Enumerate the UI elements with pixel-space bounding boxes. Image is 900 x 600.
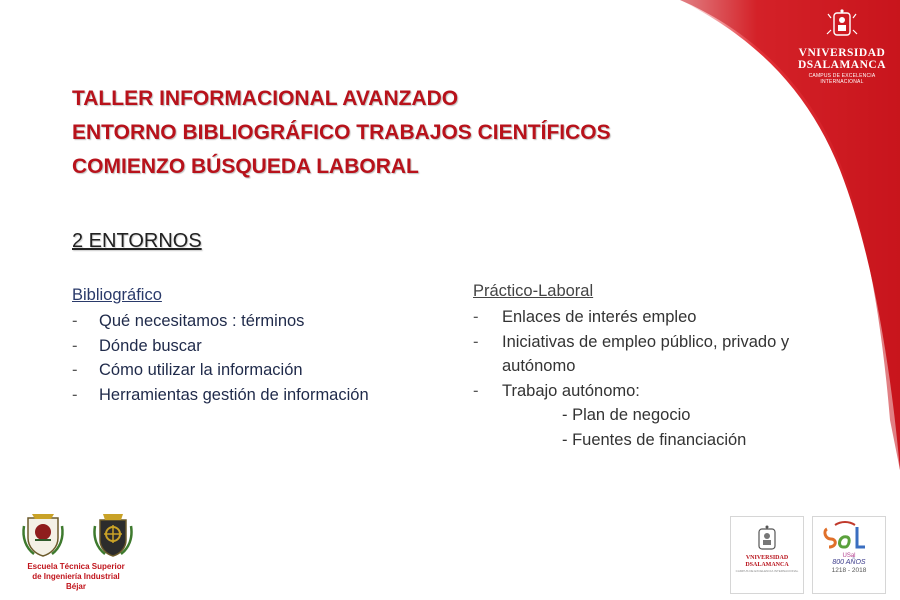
title-line-3: COMIENZO BÚSQUEDA LABORAL	[72, 155, 419, 178]
title-block	[72, 82, 611, 184]
school-name-line2: de Ingeniería Industrial	[32, 572, 120, 581]
university-name-line2: DSALAMANCA	[797, 59, 887, 71]
title-line-2: ENTORNO BIBLIOGRÁFICO TRABAJOS CIENTÍFICOS	[72, 121, 611, 144]
badge-university-line2: DSALAMANCA	[745, 562, 789, 568]
usal-800-logo-text: USal	[842, 553, 856, 559]
engineering-crest-icon	[90, 510, 136, 558]
dash-marker: -	[72, 312, 78, 330]
anniversary-badge	[812, 516, 886, 594]
school-crest-icon	[20, 510, 66, 558]
sub-list-item: - Plan de negocio	[562, 406, 691, 424]
list-item	[72, 358, 442, 383]
list-item-text: Iniciativas de empleo público, privado y autónomo	[502, 332, 790, 375]
list-item-text: Dónde buscar	[99, 336, 202, 355]
dash-marker: -	[72, 336, 78, 355]
school-name-line1: Escuela Técnica Superior	[27, 562, 125, 571]
anniversary-years: 800 AÑOS	[832, 559, 866, 566]
practical-column	[473, 282, 833, 453]
anniversary-range: 1218 - 2018	[831, 567, 867, 574]
list-item	[72, 309, 442, 334]
school-name-line3: Béjar	[65, 582, 86, 591]
university-crest-icon	[825, 8, 859, 42]
university-name-line1: VNIVERSIDAD	[798, 47, 886, 59]
list-item	[72, 383, 442, 408]
badge-university-line1: VNIVERSIDAD	[745, 555, 789, 561]
list-item	[473, 330, 833, 379]
list-item-text: Herramientas gestión de información	[99, 385, 369, 404]
list-item-text: Trabajo autónomo:	[502, 381, 640, 400]
university-tagline: CAMPUS DE EXCELENCIA INTERNACIONAL	[808, 73, 876, 85]
practical-heading: Práctico-Laboral	[473, 282, 594, 300]
university-crest-icon	[731, 517, 803, 555]
bibliographic-column	[72, 286, 442, 407]
dash-marker: -	[473, 308, 479, 326]
list-item-text: Cómo utilizar la información	[99, 361, 303, 379]
university-badge	[730, 516, 804, 594]
sub-list-item: - Fuentes de financiación	[562, 431, 747, 449]
list-item-text: Enlaces de interés empleo	[502, 308, 697, 326]
dash-marker: -	[473, 332, 479, 351]
list-item	[473, 379, 833, 404]
usal-800-logo-icon	[813, 517, 885, 559]
section-heading: 2 ENTORNOS	[72, 230, 202, 252]
list-item	[473, 305, 833, 330]
badge-university-tagline: CAMPUS DE EXCELENCIA INTERNACIONAL	[735, 569, 799, 573]
dash-marker: -	[473, 381, 479, 400]
dash-marker: -	[72, 361, 78, 379]
title-line-1: TALLER INFORMACIONAL AVANZADO	[72, 87, 459, 110]
school-logo-block	[16, 510, 146, 592]
university-logo-top	[792, 8, 892, 85]
bibliographic-heading: Bibliográfico	[72, 286, 162, 304]
list-item	[72, 334, 442, 359]
dash-marker: -	[72, 385, 78, 404]
list-item-text: Qué necesitamos : términos	[99, 312, 305, 330]
